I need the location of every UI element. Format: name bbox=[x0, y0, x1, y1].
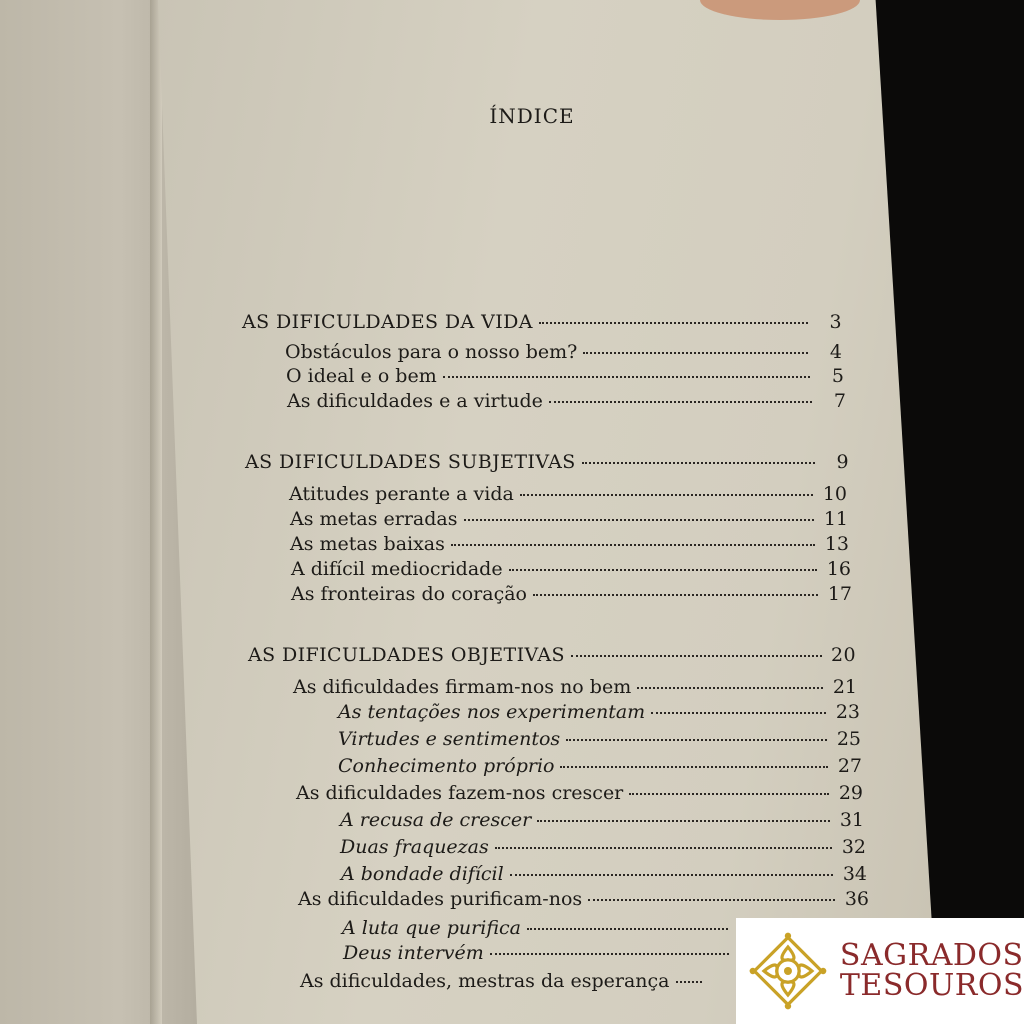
toc-entry: O ideal e o bem 5 bbox=[286, 365, 844, 387]
toc-entry: A difícil mediocridade 16 bbox=[291, 558, 851, 580]
toc-entry: Atitudes perante a vida 10 bbox=[289, 483, 847, 505]
toc-entry: As dificuldades firmam-nos no bem 21 bbox=[293, 676, 857, 698]
toc-entry: A luta que purifica bbox=[342, 916, 762, 940]
toc-section: AS DIFICULDADES SUBJETIVAS 9 bbox=[245, 451, 849, 473]
toc-entry: A bondade difícil 34 bbox=[341, 863, 867, 885]
ornament-icon bbox=[748, 930, 828, 1012]
toc-entry: Conhecimento próprio 27 bbox=[338, 755, 862, 777]
toc-entry: As metas erradas 11 bbox=[290, 508, 848, 530]
logo-line-2: TESOUROS bbox=[839, 968, 1024, 1003]
toc-section: AS DIFICULDADES DA VIDA 3 bbox=[242, 311, 842, 333]
toc-entry: As dificuldades fazem-nos crescer 29 bbox=[296, 782, 863, 804]
toc-entry: Duas fraquezas 32 bbox=[340, 836, 866, 858]
toc-entry: As tentações nos experimentam 23 bbox=[338, 701, 860, 723]
toc-entry: Virtudes e sentimentos 25 bbox=[338, 728, 861, 750]
toc-entry: A recusa de crescer 31 bbox=[340, 809, 864, 831]
logo-text bbox=[839, 938, 1024, 1003]
toc-entry: As dificuldades e a virtude 7 bbox=[287, 390, 846, 412]
logo-watermark bbox=[736, 918, 1024, 1024]
toc-entry: As fronteiras do coração 17 bbox=[291, 583, 852, 605]
page-gutter bbox=[150, 0, 162, 1024]
toc-entry: As dificuldades, mestras da esperança bbox=[300, 969, 736, 993]
toc-section: AS DIFICULDADES OBJETIVAS 20 bbox=[248, 644, 856, 666]
toc-entry: Deus intervém bbox=[343, 941, 763, 965]
index-title: ÍNDICE bbox=[489, 104, 575, 128]
toc-entry: Obstáculos para o nosso bem? 4 bbox=[285, 341, 842, 363]
logo-line-1: SAGRADOS bbox=[839, 938, 1024, 973]
toc-entry: As dificuldades purificam-nos 36 bbox=[298, 888, 869, 910]
toc-entry: As metas baixas 13 bbox=[290, 533, 849, 555]
